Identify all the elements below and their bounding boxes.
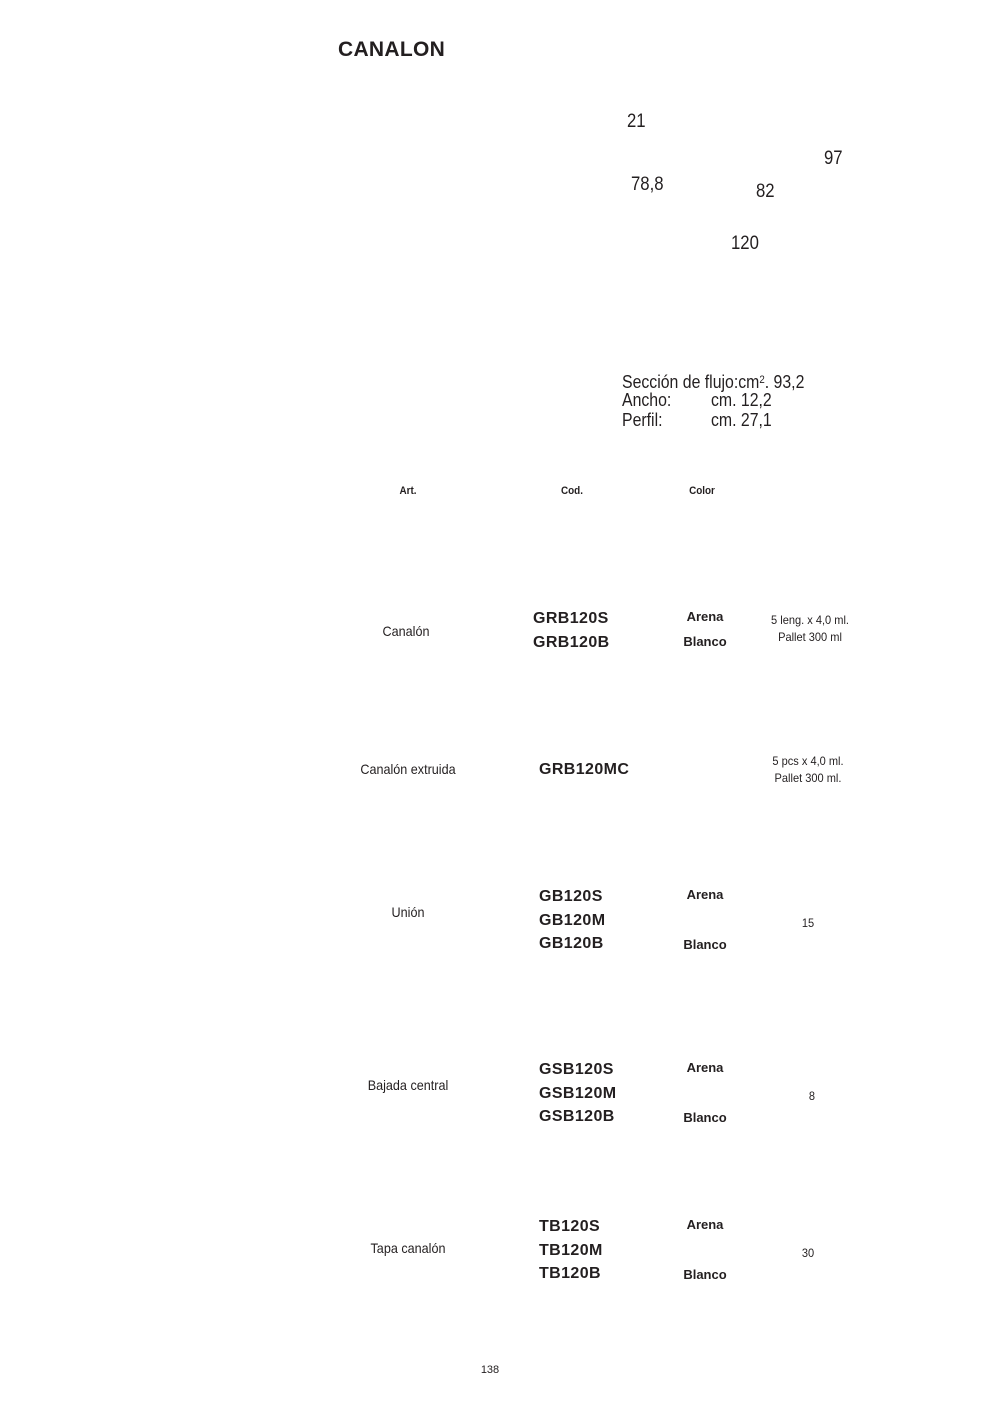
code-item: GRB120MC	[539, 761, 630, 778]
code-item: TB120B	[539, 1265, 601, 1282]
color-item: Arena	[686, 1217, 724, 1232]
dimension-label: 97	[824, 148, 843, 169]
table-row-art: Canalón extruida	[360, 761, 456, 777]
table-row-codes	[539, 888, 605, 959]
table-row-codes	[539, 1061, 617, 1132]
spec-seccion	[622, 370, 804, 392]
color-item: Arena	[686, 887, 724, 902]
code-item: GB120S	[539, 888, 603, 905]
dimension-label: 120	[731, 233, 759, 254]
color-item: Blanco	[683, 1110, 727, 1125]
spec-seccion-sup: 2	[759, 374, 765, 386]
header-color: Color	[689, 485, 715, 497]
dimension-label: 78,8	[631, 174, 664, 195]
spec-seccion-unit: cm	[738, 372, 760, 392]
dimension-label: 82	[756, 181, 775, 202]
header-cod: Cod.	[560, 485, 583, 497]
table-row-art: Canalón	[382, 623, 430, 639]
code-item: TB120M	[539, 1241, 603, 1259]
table-row-pack	[748, 1088, 877, 1105]
spec-perfil-value: cm. 27,1	[711, 410, 772, 430]
pack-line: Pallet 300 ml	[778, 630, 842, 644]
header-art: Art.	[399, 485, 417, 497]
pack-line: 15	[801, 916, 815, 930]
table-row-codes	[539, 761, 629, 785]
table-row-art: Unión	[391, 904, 425, 920]
spec-seccion-value: . 93,2	[764, 372, 805, 392]
dimension-label: 21	[627, 111, 646, 132]
code-item: GRB120S	[533, 610, 609, 627]
code-item: GSB120B	[539, 1108, 615, 1125]
code-item: GB120B	[539, 935, 604, 952]
color-item: Blanco	[683, 937, 727, 952]
color-item: Arena	[686, 609, 724, 624]
pack-line: 5 leng. x 4,0 ml.	[771, 613, 849, 627]
table-row-codes	[539, 1218, 603, 1289]
table-row-codes	[533, 610, 610, 657]
table-row-pack	[744, 1245, 873, 1262]
page-number: 138	[480, 1364, 500, 1376]
pack-line: 5 pcs x 4,0 ml.	[772, 754, 844, 768]
pack-line: Pallet 300 ml.	[774, 771, 842, 785]
table-row-pack	[744, 915, 873, 932]
table-row-art: Tapa canalón	[370, 1240, 446, 1256]
spec-ancho-label: Ancho:	[622, 390, 672, 410]
pack-line: 30	[801, 1246, 815, 1260]
code-item: GB120M	[539, 911, 606, 929]
pack-line: 8	[808, 1089, 816, 1103]
code-item: GSB120M	[539, 1084, 617, 1102]
code-item: GSB120S	[539, 1061, 614, 1078]
spec-perfil-label: Perfil:	[622, 410, 663, 430]
color-item: Blanco	[683, 634, 727, 649]
spec-ancho-value: cm. 12,2	[711, 390, 772, 410]
table-row-pack	[744, 753, 873, 787]
table-row-pack	[746, 612, 875, 646]
code-item: GRB120B	[533, 633, 610, 651]
page-title: CANALON	[338, 38, 446, 61]
table-row-art: Bajada central	[367, 1077, 449, 1093]
color-item: Arena	[686, 1060, 724, 1075]
color-item: Blanco	[683, 1267, 727, 1282]
code-item: TB120S	[539, 1218, 601, 1235]
spec-seccion-label: Sección de flujo:	[622, 372, 739, 392]
